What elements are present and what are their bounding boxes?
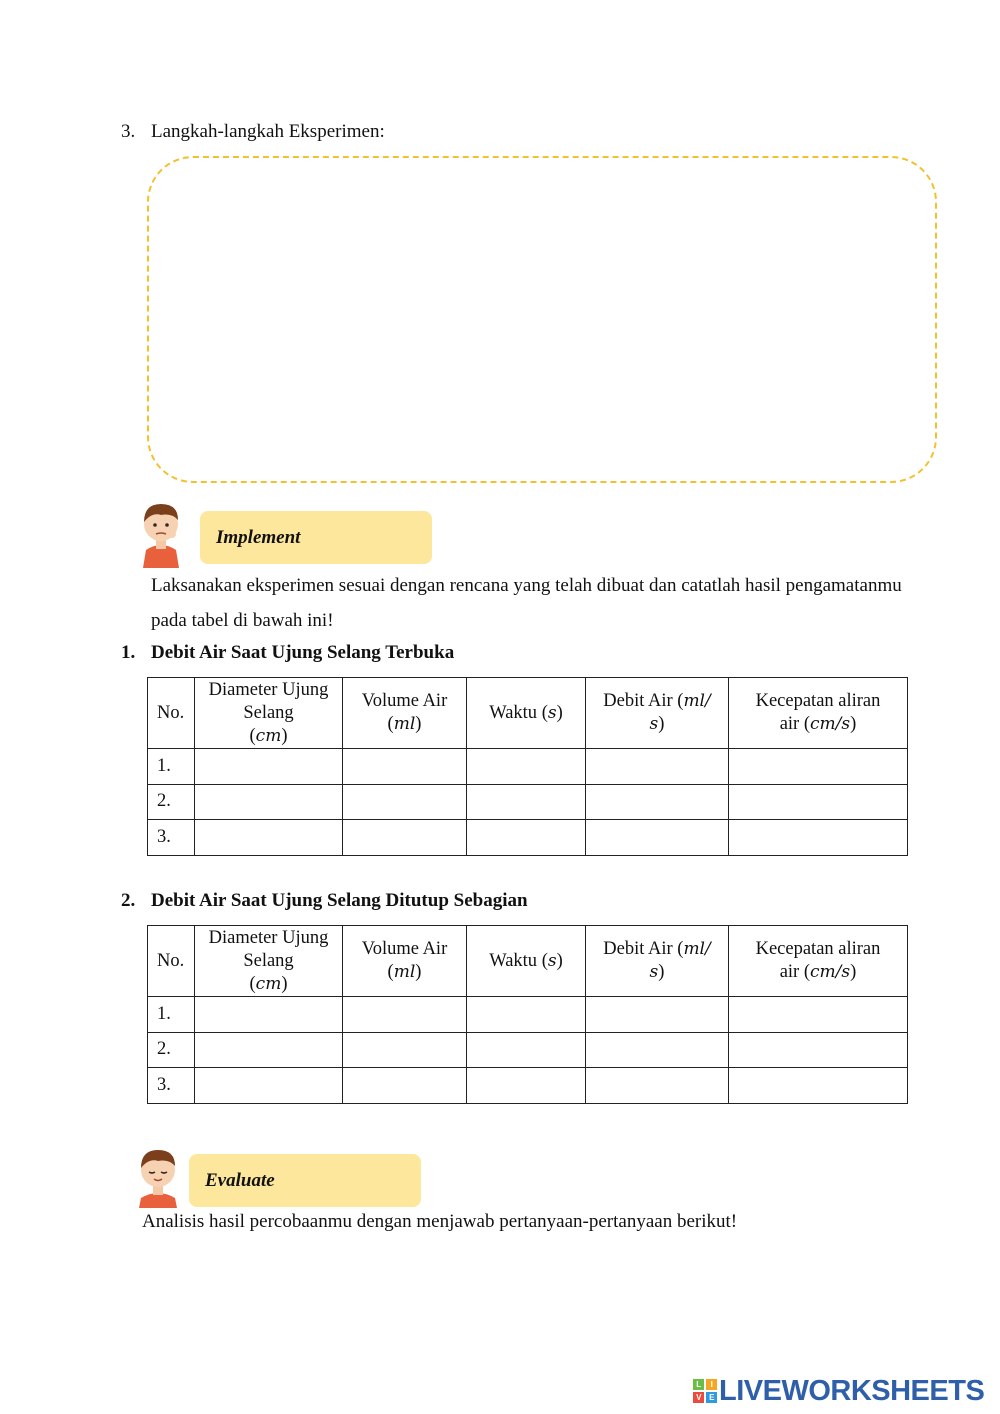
header-volume: Volume Air (ml) (343, 926, 467, 997)
header-no: No. (148, 926, 195, 997)
implement-banner (200, 511, 432, 564)
data-table-open (147, 677, 908, 856)
cell-input[interactable] (729, 784, 908, 820)
cell-input[interactable] (343, 749, 467, 785)
cell-input[interactable] (195, 749, 343, 785)
table-row (148, 749, 908, 785)
header-diameter: Diameter Ujung Selang (cm) (195, 926, 343, 997)
liveworksheets-logo (693, 1374, 984, 1408)
cell-input[interactable] (586, 1068, 729, 1104)
thinking-boy-icon (136, 496, 186, 568)
cell-input[interactable] (729, 1068, 908, 1104)
cell-input[interactable] (586, 784, 729, 820)
header-waktu: Waktu (s) (467, 926, 586, 997)
evaluate-instruction: Analisis hasil percobaanmu dengan menjawab pertanyaan-pertanyaan berikut! (142, 1211, 738, 1232)
table-row (148, 784, 908, 820)
step-3-title (121, 121, 385, 143)
table-header-row (148, 926, 908, 997)
cell-input[interactable] (729, 1032, 908, 1068)
row-number: 2. (148, 784, 195, 820)
logo-grid-letter: E (706, 1392, 717, 1403)
section-title: Debit Air Saat Ujung Selang Terbuka (151, 642, 455, 663)
step-title-text: Langkah-langkah Eksperimen: (151, 121, 385, 142)
cell-input[interactable] (729, 997, 908, 1033)
cell-input[interactable] (586, 1032, 729, 1068)
row-number: 3. (148, 820, 195, 856)
answer-box[interactable] (147, 156, 937, 483)
section-title: Debit Air Saat Ujung Selang Ditutup Sebagian (151, 890, 528, 911)
cell-input[interactable] (467, 997, 586, 1033)
data-table-partial (147, 925, 908, 1104)
cell-input[interactable] (343, 820, 467, 856)
cell-input[interactable] (729, 820, 908, 856)
table-header-row (148, 678, 908, 749)
cell-input[interactable] (343, 784, 467, 820)
row-number: 1. (148, 997, 195, 1033)
header-debit: Debit Air (ml/ s) (586, 678, 729, 749)
cell-input[interactable] (586, 820, 729, 856)
cell-input[interactable] (195, 820, 343, 856)
header-kecepatan: Kecepatan aliran air (cm/s) (729, 926, 908, 997)
cell-input[interactable] (343, 1032, 467, 1068)
section-number: 2. (121, 890, 136, 911)
logo-grid-letter: I (706, 1379, 717, 1390)
section-1-heading (121, 642, 454, 664)
header-no: No. (148, 678, 195, 749)
table-row (148, 1032, 908, 1068)
cell-input[interactable] (729, 749, 908, 785)
section-number: 1. (121, 642, 136, 663)
implement-instruction: Laksanakan eksperimen sesuai dengan rencana yang telah dibuat dan catatlah hasil pengamatanmu pada tabel di bawah ini! (151, 575, 902, 631)
header-volume: Volume Air (ml) (343, 678, 467, 749)
row-number: 1. (148, 749, 195, 785)
cell-input[interactable] (343, 997, 467, 1033)
logo-grid-icon (693, 1379, 717, 1403)
implement-label: Implement (216, 526, 301, 548)
header-waktu: Waktu (s) (467, 678, 586, 749)
cell-input[interactable] (586, 997, 729, 1033)
table-row (148, 820, 908, 856)
cell-input[interactable] (195, 1068, 343, 1104)
table-row (148, 1068, 908, 1104)
cell-input[interactable] (586, 749, 729, 785)
logo-text: LIVEWORKSHEETS (719, 1374, 985, 1407)
evaluate-banner (189, 1154, 421, 1207)
header-debit: Debit Air (ml/ s) (586, 926, 729, 997)
logo-grid-letter: V (693, 1392, 704, 1403)
logo-grid-letter: L (693, 1379, 704, 1390)
cell-input[interactable] (195, 784, 343, 820)
cell-input[interactable] (467, 749, 586, 785)
table-row (148, 997, 908, 1033)
cell-input[interactable] (467, 1068, 586, 1104)
step-number: 3. (121, 121, 136, 142)
cell-input[interactable] (195, 1032, 343, 1068)
cell-input[interactable] (467, 784, 586, 820)
header-diameter: Diameter Ujung Selang (cm) (195, 678, 343, 749)
section-2-heading (121, 890, 528, 912)
cell-input[interactable] (343, 1068, 467, 1104)
cell-input[interactable] (467, 1032, 586, 1068)
row-number: 3. (148, 1068, 195, 1104)
row-number: 2. (148, 1032, 195, 1068)
header-kecepatan: Kecepatan aliran air (cm/s) (729, 678, 908, 749)
evaluate-label: Evaluate (205, 1169, 275, 1191)
cell-input[interactable] (195, 997, 343, 1033)
cell-input[interactable] (467, 820, 586, 856)
